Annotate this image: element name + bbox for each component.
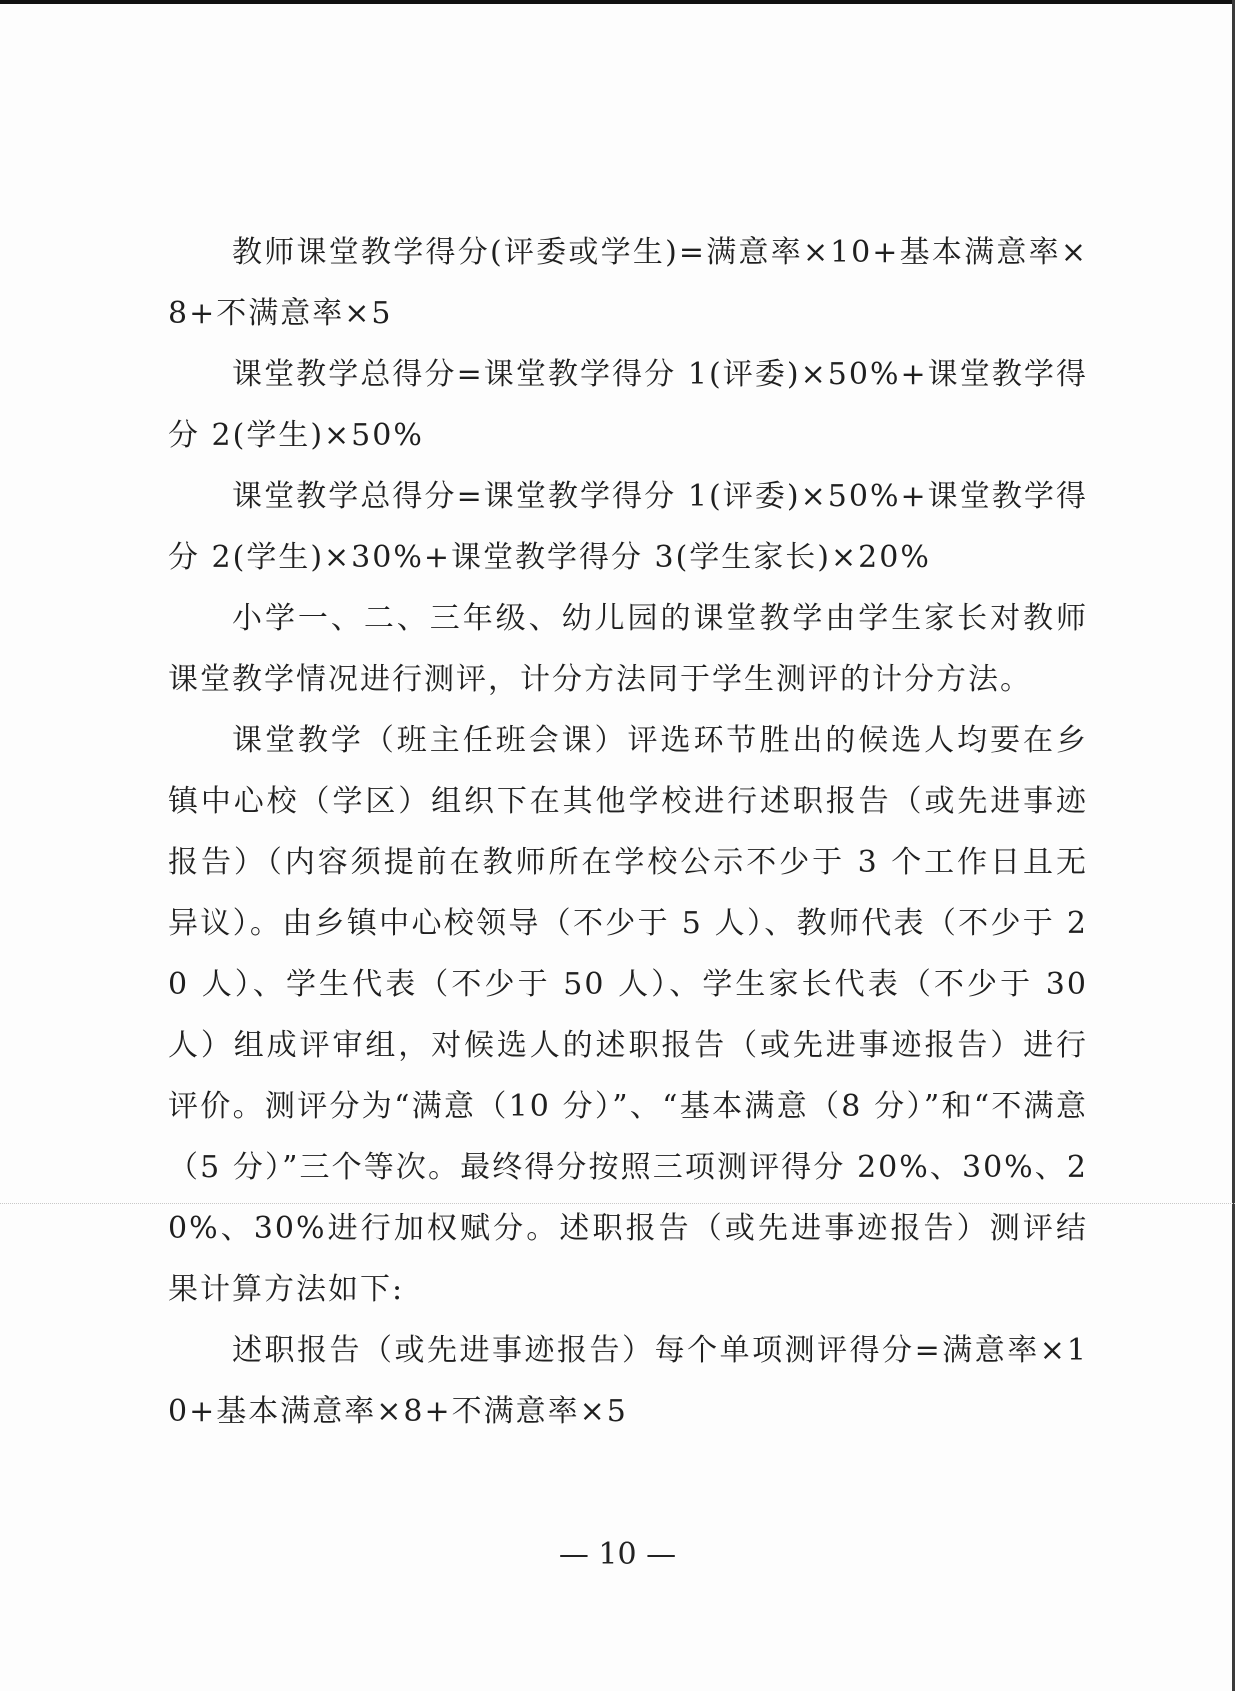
page-number: — 10 — (558, 1537, 677, 1572)
paragraph-report-evaluation: 课堂教学（班主任班会课）评选环节胜出的候选人均要在乡镇中心校（学区）组织下在其他学校进行述职报告（或先进事迹报告）（内容须提前在教师所在学校公示不少于 3 个工作日且无异议）。由乡镇中心校领导（不少于 5 人）、教师代表（不少于 20 人）、学生代表（不少于 50 人）、学生家长代表（不少于 30 人）组成评审组，对候选人的述职报告（或先进事迹报告）进行评价。测评分为“满意（10 分）”、“基本满意（8 分）”和“不满意（5 分）”三个等次。最终得分按照三项测评得分 20%、30%、20%、30%进行加权赋分。述职报告（或先进事迹报告）测评结果计算方法如下: (168, 723, 1088, 1307)
paragraph-primary-kindergarten: 小学一、二、三年级、幼儿园的课堂教学由学生家长对教师课堂教学情况进行测评，计分方法同于学生测评的计分方法。 (168, 601, 1088, 697)
body-text (168, 222, 1088, 1442)
paragraph-teacher-score-formula: 教师课堂教学得分(评委或学生)=满意率×10+基本满意率×8+不满意率×5 (168, 235, 1088, 331)
paragraph-report-score-formula: 述职报告（或先进事迹报告）每个单项测评得分=满意率×10+基本满意率×8+不满意率×5 (168, 1333, 1088, 1429)
paragraph-total-score-formula-1: 课堂教学总得分=课堂教学得分 1(评委)×50%+课堂教学得分 2(学生)×50% (168, 357, 1088, 453)
paragraph-total-score-formula-2: 课堂教学总得分=课堂教学得分 1(评委)×50%+课堂教学得分 2(学生)×30%+课堂教学得分 3(学生家长)×20% (168, 479, 1088, 575)
scan-top-edge (0, 0, 1235, 4)
